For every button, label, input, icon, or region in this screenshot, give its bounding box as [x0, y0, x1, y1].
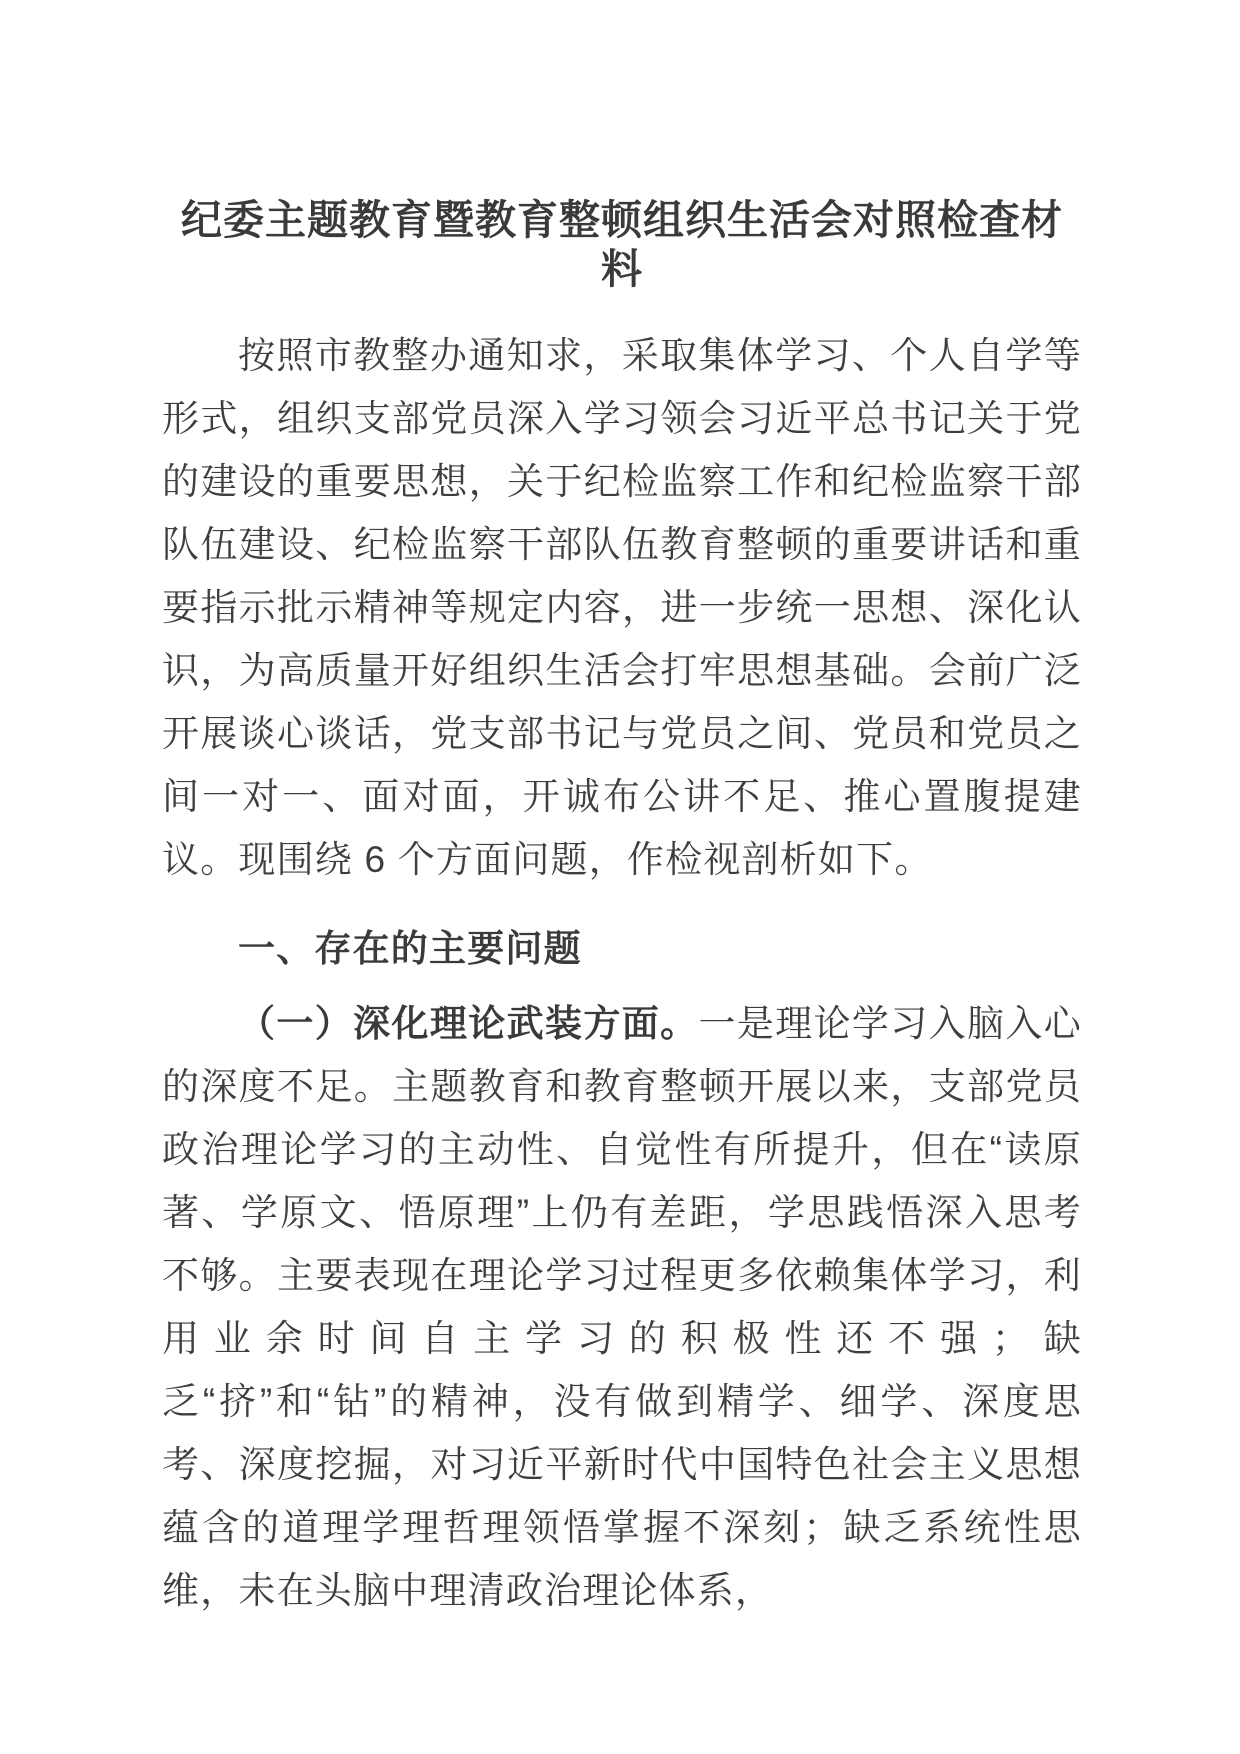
intro-paragraph: 按照市教整办通知求，采取集体学习、个人自学等形式，组织支部党员深入学习领会习近平总书记关于党的建设的重要思想，关于纪检监察工作和纪检监察干部队伍建设、纪检监察干部队伍教育整顿的重要讲话和重要指示批示精神等规定内容，进一步统一思想、深化认识，为高质量开好组织生活会打牢思想基础。会前广泛开展谈心谈话，党支部书记与党员之间、党员和党员之间一对一、面对面，开诚布公讲不足、推心置腹提建议。现围绕 6 个方面问题，作检视剖析如下。 [162, 335, 1082, 881]
subsection-lead-title: （一）深化理论武装方面。 [238, 1003, 699, 1045]
section-heading-main-problems: 一、存在的主要问题 [238, 928, 582, 970]
subsection-paragraph-theory-arming [162, 992, 1082, 1622]
document-title: 纪委主题教育暨教育整顿组织生活会对照检查材料 [181, 197, 1063, 293]
subsection-body-text: 一是理论学习入脑入心的深度不足。主题教育和教育整顿开展以来，支部党员政治理论学习的主动性、自觉性有所提升，但在“读原著、学原文、悟原理”上仍有差距，学思践悟深入思考不够。主要表现在理论学习过程更多依赖集体学习，利用业余时间自主学习的积极性还不强；缺乏“挤”和“钻”的精神，没有做到精学、细学、深度思考、深度挖掘，对习近平新时代中国特色社会主义思想蕴含的道理学理哲理领悟掌握不深刻；缺乏系统性思维，未在头脑中理清政治理论体系， [162, 1003, 1082, 1612]
